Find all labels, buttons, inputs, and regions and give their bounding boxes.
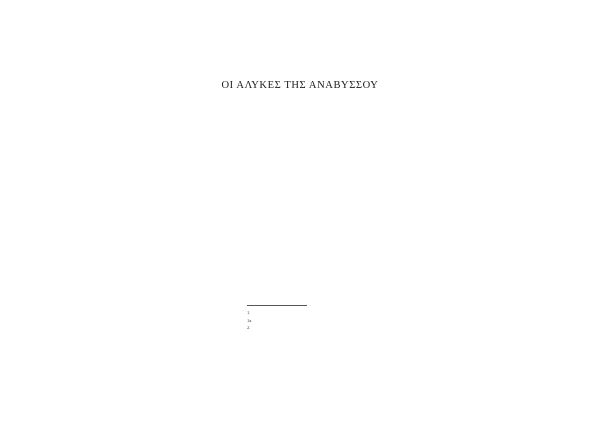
footnote: [247, 325, 525, 331]
footnote-number: 1a.: [247, 317, 253, 323]
footnote-text: [259, 318, 525, 324]
article-title: ΟΙ ΑΛΥΚΕΣ ΤΗΣ ΑΝΑΒΥΣΣΟΥ: [221, 80, 379, 91]
footnote-text: [259, 310, 525, 316]
footnote: [247, 318, 525, 324]
footnotes: [247, 310, 525, 333]
body-text: [247, 126, 522, 127]
footnote-text: [259, 325, 525, 331]
footnote-number: 2.: [247, 325, 251, 331]
footnote-separator: [247, 305, 307, 306]
footnote: [247, 310, 525, 316]
footnote-number: 1.: [247, 310, 251, 315]
